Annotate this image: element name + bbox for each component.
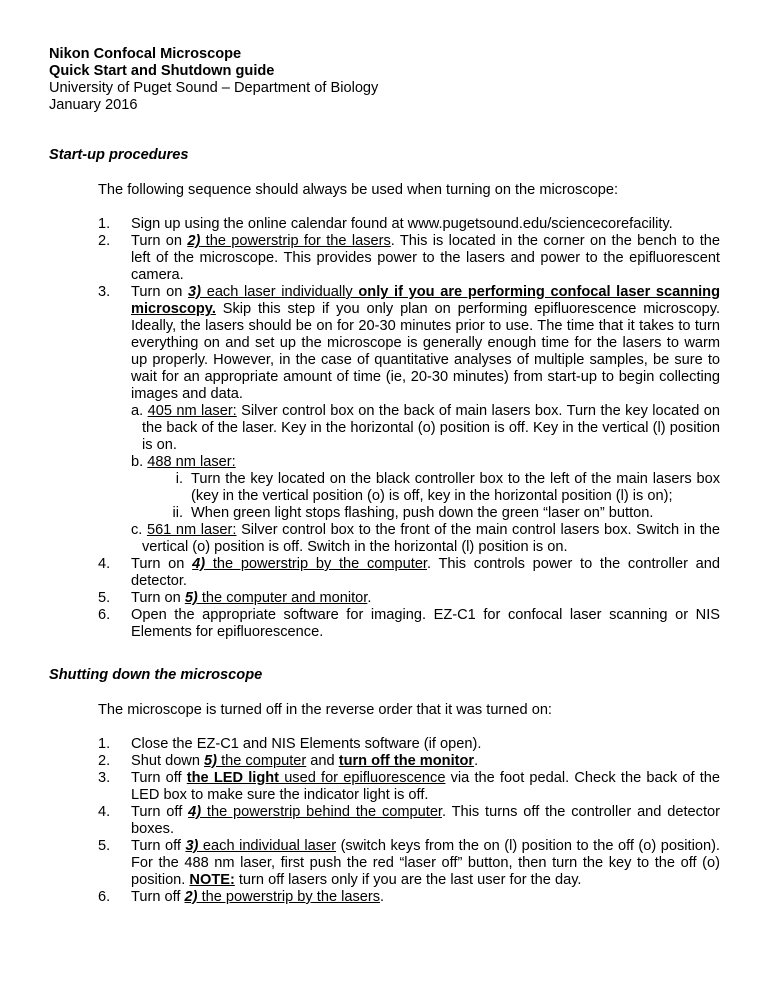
- emphasis-text: turn off the monitor: [338, 753, 475, 769]
- startup-step: 6. Open the appropriate software for imaging. EZ-C1 for confocal laser scanning or NIS Elements for epifluorescence.: [98, 607, 720, 640]
- step-ref: 2): [187, 233, 201, 249]
- laser-substep-item: ii. When green light stops flashing, push down the green “laser on” button.: [172, 505, 654, 521]
- startup-step: 2. Turn on 2) the powerstrip for the lasers. This is located in the corner on the bench to the left of the microscope. This provides power to the lasers and power to the epifluorescent camera.: [98, 233, 721, 283]
- step-ref: 4): [192, 556, 206, 572]
- shutdown-step: 2. Shut down 5) the computer and turn off the monitor.: [98, 753, 479, 769]
- step-ref: 3): [185, 838, 199, 854]
- document-title: Nikon Confocal Microscope: [49, 46, 242, 62]
- shutdown-steps: [98, 736, 720, 906]
- step-ref: 5): [184, 590, 198, 606]
- document-header: [49, 46, 378, 114]
- institution: University of Puget Sound – Department of Biology: [49, 80, 379, 96]
- laser-substep: b. 488 nm laser: i. Turn the key located on the black controller box to the left of the main lasers box (key in the vertical position (o) is off, key in the horizontal position (l) is on); ii. When green light stops flashing, push down the green “laser on” button.: [131, 454, 720, 521]
- startup-step: 1. Sign up using the online calendar found at www.pugetsound.edu/sciencecorefacility.: [98, 216, 673, 232]
- step-ref: 2): [184, 889, 198, 905]
- laser-substep-item: i. Turn the key located on the black controller box to the left of the main lasers box (key in the vertical position (o) is off, key in the horizontal position (l) is on);: [175, 471, 720, 504]
- startup-intro: The following sequence should always be used when turning on the microscope:: [98, 182, 619, 198]
- startup-heading: Start-up procedures: [49, 147, 189, 163]
- document-subtitle: Quick Start and Shutdown guide: [49, 63, 275, 79]
- step-ref: 4): [188, 804, 202, 820]
- shutdown-step: 3. Turn off the LED light used for epifluorescence via the foot pedal. Check the back of the LED box to make sure the indicator light is off.: [98, 770, 720, 803]
- emphasis-text: only if you are performing confocal laser scanning microscopy.: [131, 284, 720, 317]
- shutdown-step: 4. Turn off 4) the powerstrip behind the computer. This turns off the controller and detector boxes.: [98, 804, 720, 837]
- emphasis-text: the LED light: [186, 770, 280, 786]
- step-ref: 3): [188, 284, 202, 300]
- shutdown-step: 5. Turn off 3) each individual laser (switch keys from the on (l) position to the off (o) position). For the 488 nm laser, first push the red “laser off” button, then turn the key to the off (o) position. NOTE: turn off lasers only if you are the last user for the day.: [98, 838, 720, 888]
- startup-step: 4. Turn on 4) the powerstrip by the computer. This controls power to the controller and detector.: [98, 556, 721, 589]
- document-date: January 2016: [49, 97, 138, 113]
- shutdown-heading: Shutting down the microscope: [49, 667, 263, 683]
- startup-steps: [98, 216, 720, 641]
- shutdown-step: 6. Turn off 2) the powerstrip by the lasers.: [98, 889, 385, 905]
- note-label: NOTE:: [189, 872, 235, 888]
- step-ref: 5): [204, 753, 218, 769]
- laser-substep: c. 561 nm laser: Silver control box to the front of the main control lasers box. Switch in the vertical (o) position is off. Switch in the horizontal (l) position is on.: [131, 522, 720, 555]
- shutdown-intro: The microscope is turned off in the reverse order that it was turned on:: [98, 702, 552, 718]
- laser-substep: a. 405 nm laser: Silver control box on the back of main lasers box. Turn the key located on the back of the laser. Key in the horizontal (o) position is off. Key in the vertical (l) position is on.: [131, 403, 721, 453]
- startup-step: 5. Turn on 5) the computer and monitor.: [98, 590, 372, 606]
- shutdown-step: 1. Close the EZ-C1 and NIS Elements software (if open).: [98, 736, 482, 752]
- startup-step: 3. Turn on 3) each laser individually only if you are performing confocal laser scanning microscopy. Skip this step if you only plan on performing epifluorescence microscopy. Ideally, the lasers should be on for 20-30 minutes prior to use. The time that it takes to turn everything on and set up the microscope is generally enough time for the lasers to warm up properly. However, in the case of quantitative analyses of multiple samples, be sure to wait for an appropriate amount of time (ie, 20-30 minutes) from start-up to begin collecting images and data. a. 405 nm laser: Silver control box on the back of main lasers box. Turn the key located on the back of the laser. Key in the horizontal (o) position is off. Key in the vertical (l) position is on. b. 488 nm laser: i. Turn the key located on the black controller box to the left of the main lasers box (key in the vertical position (o) is off, key in the horizontal position (l) is on); ii. When green light stops flashing, push down the green “laser on” button. c. 561 nm laser: Silver control box to the front of the main control lasers box. Switch in the vertical (o) position is off. Switch in the horizontal (l) position is on.: [98, 284, 721, 555]
